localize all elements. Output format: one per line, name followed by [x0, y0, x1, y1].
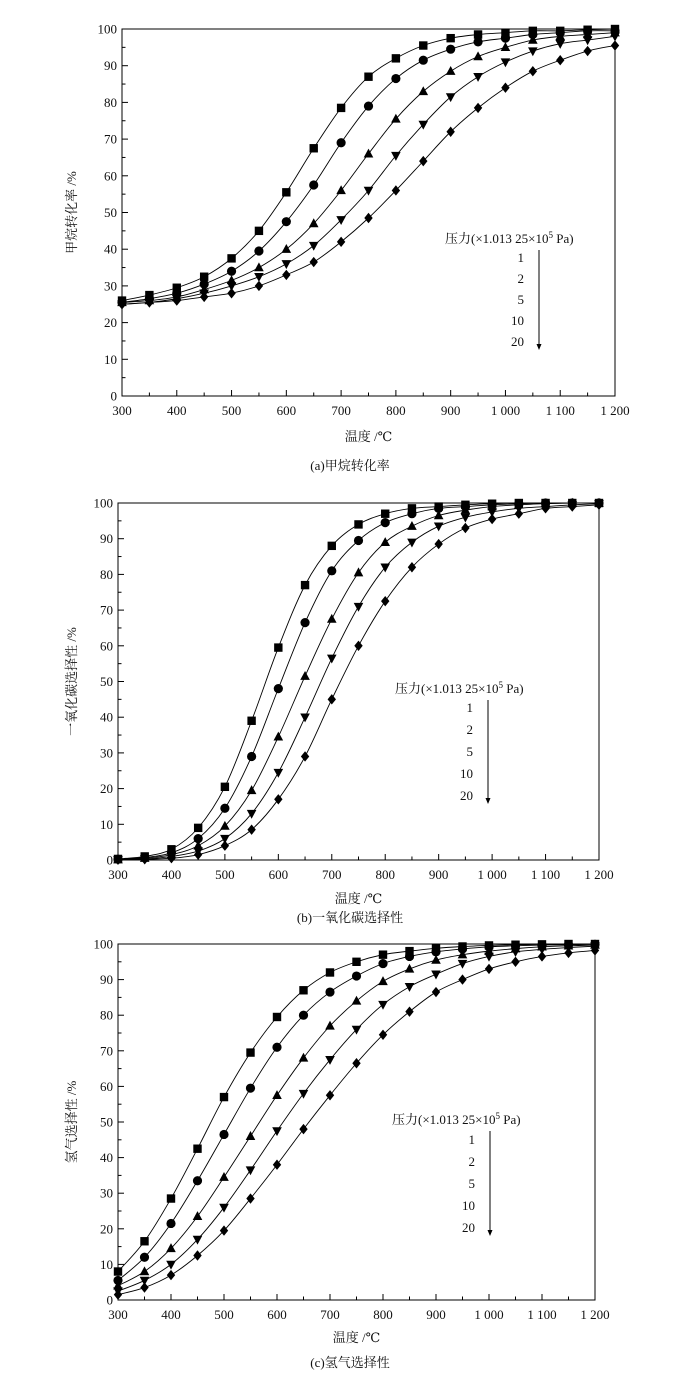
- legend-title-main: 压力(×1.013 25×10: [395, 681, 499, 696]
- y-tick-label: 40: [100, 709, 113, 725]
- data-point-triangle-up: [272, 1090, 282, 1099]
- data-point-square: [328, 542, 336, 550]
- data-point-triangle-down: [166, 1261, 176, 1270]
- series-4: [113, 500, 604, 865]
- series-line: [118, 944, 595, 1272]
- data-point-triangle-down: [274, 769, 284, 778]
- data-point-circle: [378, 959, 387, 968]
- data-point-circle: [247, 752, 256, 761]
- data-point-square: [446, 34, 454, 42]
- series-1: [118, 25, 619, 305]
- data-point-diamond: [328, 694, 336, 704]
- data-point-circle: [282, 217, 291, 226]
- plot-frame: [118, 503, 599, 860]
- legend-entry: 5: [468, 1176, 475, 1191]
- data-point-circle: [473, 37, 482, 46]
- data-point-square: [381, 510, 389, 518]
- data-point-square: [299, 986, 307, 994]
- legend-entry: 1: [468, 1132, 475, 1147]
- x-tick-label: 1 200: [584, 867, 614, 882]
- x-tick-label: 1 000: [474, 1307, 504, 1322]
- y-tick-label: 0: [106, 1292, 113, 1308]
- data-point-square: [247, 717, 255, 725]
- data-point-diamond: [114, 1289, 122, 1299]
- data-point-diamond: [379, 1030, 387, 1040]
- data-point-triangle-down: [282, 260, 292, 269]
- data-point-triangle-up: [473, 51, 483, 60]
- legend-title-unit: Pa): [503, 681, 524, 696]
- data-point-square: [227, 254, 235, 262]
- data-point-diamond: [405, 1006, 413, 1016]
- data-point-triangle-down: [354, 603, 364, 612]
- x-tick-label: 300: [108, 1307, 128, 1322]
- panel-caption: (c)氢气选择性: [310, 1355, 390, 1370]
- data-point-circle: [140, 1253, 149, 1262]
- y-tick-label: 50: [100, 674, 113, 689]
- series-2: [113, 498, 603, 863]
- data-point-square: [193, 1145, 201, 1153]
- data-point-triangle-up: [352, 996, 362, 1005]
- x-tick-label: 600: [276, 403, 297, 418]
- data-point-triangle-up: [378, 976, 388, 985]
- data-point-diamond: [221, 841, 229, 851]
- data-point-diamond: [301, 751, 309, 761]
- series-line: [122, 46, 615, 305]
- y-tick-label: 90: [100, 531, 113, 547]
- data-point-square: [364, 73, 372, 81]
- y-tick-label: 60: [100, 638, 113, 654]
- y-tick-label: 70: [104, 131, 117, 147]
- data-point-circle: [354, 536, 363, 545]
- series-2: [117, 26, 619, 307]
- legend-entry: 10: [511, 313, 524, 328]
- data-point-diamond: [354, 641, 362, 651]
- y-axis-label: 一氧化碳选择性 /%: [64, 627, 79, 736]
- data-point-circle: [446, 45, 455, 54]
- legend-entry: 2: [517, 271, 524, 286]
- data-point-triangle-up: [380, 537, 390, 546]
- data-point-diamond: [485, 964, 493, 974]
- y-tick-label: 50: [100, 1114, 113, 1130]
- data-point-diamond: [488, 514, 496, 524]
- y-tick-label: 80: [104, 94, 117, 110]
- y-tick-label: 60: [100, 1078, 113, 1094]
- data-point-triangle-down: [431, 971, 441, 980]
- x-tick-label: 300: [112, 403, 132, 418]
- data-point-triangle-up: [407, 521, 417, 530]
- data-point-circle: [227, 267, 236, 276]
- data-point-triangle-up: [140, 1266, 150, 1275]
- data-point-square: [274, 643, 282, 651]
- series-line: [118, 503, 599, 859]
- data-point-diamond: [310, 257, 318, 267]
- x-tick-label: 900: [440, 403, 461, 418]
- y-tick-label: 70: [100, 602, 113, 618]
- series-2: [113, 940, 599, 1285]
- data-point-triangle-up: [446, 66, 456, 75]
- data-point-circle: [300, 618, 309, 627]
- data-point-circle: [220, 804, 229, 813]
- chart-panel-2: [64, 496, 614, 926]
- series-3: [117, 27, 620, 306]
- x-axis-label: 温度 /℃: [344, 429, 393, 444]
- x-tick-label: 700: [331, 403, 351, 418]
- legend-entry: 2: [468, 1154, 475, 1169]
- data-point-circle: [337, 138, 346, 147]
- series-1: [114, 499, 603, 863]
- data-point-square: [282, 188, 290, 196]
- data-point-circle: [219, 1130, 228, 1139]
- y-tick-label: 100: [97, 21, 117, 37]
- data-point-triangle-down: [327, 655, 337, 664]
- y-axis-label: 氢气选择性 /%: [64, 1080, 79, 1164]
- data-point-diamond: [583, 46, 591, 56]
- data-point-diamond: [538, 951, 546, 961]
- data-point-square: [255, 227, 263, 235]
- legend-title-exponent: 5: [495, 1111, 500, 1121]
- legend-title-exponent: 5: [548, 230, 553, 240]
- legend-entry: 5: [517, 292, 524, 307]
- data-point-triangle-down: [309, 242, 319, 251]
- data-point-triangle-down: [405, 983, 415, 992]
- data-point-diamond: [515, 509, 523, 519]
- data-point-triangle-down: [473, 73, 483, 82]
- y-tick-label: 30: [104, 278, 117, 294]
- data-point-square: [140, 1237, 148, 1245]
- data-point-diamond: [337, 237, 345, 247]
- data-point-circle: [299, 1011, 308, 1020]
- x-axis-label: 温度 /℃: [332, 1330, 381, 1345]
- data-point-diamond: [282, 270, 290, 280]
- x-tick-label: 400: [167, 403, 187, 418]
- series-line: [118, 503, 599, 860]
- y-tick-label: 30: [100, 745, 113, 761]
- data-point-diamond: [529, 66, 537, 76]
- data-point-diamond: [167, 1270, 175, 1280]
- y-tick-label: 50: [104, 205, 117, 220]
- data-point-diamond: [364, 213, 372, 223]
- series-4: [113, 942, 600, 1296]
- data-point-triangle-up: [219, 1172, 229, 1181]
- data-point-triangle-up: [327, 614, 337, 623]
- data-point-triangle-up: [418, 86, 428, 95]
- data-point-circle: [419, 56, 428, 65]
- x-tick-label: 1 100: [545, 403, 575, 418]
- data-point-diamond: [461, 523, 469, 533]
- y-tick-label: 90: [104, 58, 117, 74]
- data-point-triangle-up: [274, 732, 284, 741]
- chart-panel-3: [64, 937, 610, 1371]
- plot-frame: [122, 29, 615, 396]
- data-point-circle: [391, 74, 400, 83]
- data-point-square: [337, 104, 345, 112]
- series-line: [122, 31, 615, 303]
- data-point-diamond: [611, 40, 619, 50]
- legend-entry: 5: [466, 744, 473, 759]
- data-point-diamond: [194, 849, 202, 859]
- data-point-circle: [405, 952, 414, 961]
- data-point-circle: [272, 1043, 281, 1052]
- x-tick-label: 900: [426, 1307, 446, 1322]
- data-point-diamond: [227, 288, 235, 298]
- data-point-diamond: [511, 957, 519, 967]
- y-tick-label: 80: [100, 1007, 113, 1023]
- y-tick-label: 20: [104, 315, 117, 331]
- panel-caption: (b)一氧化碳选择性: [296, 910, 404, 925]
- legend-title-main: 压力(×1.013 25×10: [445, 231, 549, 246]
- legend-entry: 10: [460, 766, 473, 781]
- data-point-diamond: [556, 55, 564, 65]
- y-tick-label: 0: [110, 388, 117, 404]
- x-tick-label: 400: [161, 1307, 181, 1322]
- y-tick-label: 10: [100, 816, 113, 832]
- data-point-square: [273, 1013, 281, 1021]
- legend-arrow-head: [488, 1230, 493, 1236]
- series-line: [118, 505, 599, 860]
- y-tick-label: 90: [100, 972, 113, 988]
- legend: [392, 1111, 521, 1236]
- data-point-square: [301, 581, 309, 589]
- x-tick-label: 1 100: [527, 1307, 557, 1322]
- x-tick-label: 1 200: [600, 403, 630, 418]
- y-tick-label: 30: [100, 1185, 113, 1201]
- series-line: [118, 944, 595, 1280]
- data-point-circle: [274, 684, 283, 693]
- x-tick-label: 800: [373, 1307, 393, 1322]
- legend-title-main: 压力(×1.013 25×10: [392, 1112, 496, 1127]
- panel-caption: (a)甲烷转化率: [310, 458, 390, 473]
- x-tick-label: 400: [161, 867, 182, 882]
- y-tick-label: 10: [104, 351, 117, 367]
- y-tick-label: 100: [93, 495, 113, 511]
- data-point-square: [194, 824, 202, 832]
- legend: [395, 680, 524, 804]
- x-tick-label: 700: [322, 867, 342, 882]
- legend-entry: 1: [517, 250, 524, 265]
- data-point-triangle-up: [254, 262, 264, 271]
- series-line: [118, 504, 599, 860]
- legend-title-exponent: 5: [498, 680, 503, 690]
- data-point-circle: [327, 566, 336, 575]
- data-point-triangle-down: [300, 714, 310, 723]
- data-point-circle: [254, 246, 263, 255]
- series-line: [122, 29, 615, 301]
- data-point-circle: [309, 180, 318, 189]
- y-tick-label: 60: [104, 168, 117, 184]
- x-tick-label: 1 100: [530, 867, 561, 882]
- legend-entry: 1: [466, 700, 473, 715]
- legend-title-unit: Pa): [500, 1112, 521, 1127]
- data-point-circle: [352, 971, 361, 980]
- legend-title-unit: Pa): [553, 231, 574, 246]
- series-3: [113, 940, 600, 1290]
- data-point-triangle-down: [434, 523, 444, 532]
- data-point-triangle-down: [501, 58, 511, 67]
- data-point-circle: [364, 101, 373, 110]
- series-5: [114, 500, 603, 865]
- data-point-circle: [166, 1219, 175, 1228]
- y-tick-label: 20: [100, 781, 113, 797]
- data-point-triangle-down: [446, 93, 456, 102]
- data-point-square: [246, 1048, 254, 1056]
- data-point-diamond: [140, 1282, 148, 1292]
- x-tick-label: 300: [108, 867, 128, 882]
- data-point-square: [379, 950, 387, 958]
- x-axis-label: 温度 /℃: [334, 891, 383, 906]
- data-point-circle: [193, 1176, 202, 1185]
- data-point-square: [419, 41, 427, 49]
- y-tick-label: 40: [100, 1150, 113, 1166]
- series-1: [114, 940, 599, 1276]
- y-tick-label: 80: [100, 566, 113, 582]
- legend-entry: 20: [511, 334, 524, 349]
- data-point-triangle-down: [254, 273, 264, 282]
- x-tick-label: 900: [428, 867, 449, 882]
- data-point-square: [221, 783, 229, 791]
- chart-panel-1: [64, 22, 630, 474]
- data-point-triangle-down: [246, 1166, 256, 1175]
- legend-title: [395, 680, 524, 696]
- x-tick-label: 500: [214, 1307, 234, 1322]
- data-point-square: [220, 1093, 228, 1101]
- legend-title: [392, 1111, 521, 1127]
- legend-entry: 20: [462, 1220, 475, 1235]
- legend-arrow-head: [537, 344, 542, 350]
- data-point-square: [354, 520, 362, 528]
- data-point-triangle-up: [405, 964, 415, 973]
- data-point-triangle-down: [407, 539, 417, 548]
- y-tick-label: 70: [100, 1043, 113, 1059]
- y-axis-label: 甲烷转化率 /%: [64, 171, 79, 254]
- x-tick-label: 600: [267, 1307, 287, 1322]
- x-tick-label: 500: [221, 403, 242, 418]
- data-point-triangle-down: [378, 1001, 388, 1010]
- data-point-triangle-up: [282, 244, 292, 253]
- data-point-square: [392, 54, 400, 62]
- legend-title: [445, 230, 574, 246]
- data-point-diamond: [474, 103, 482, 113]
- x-tick-label: 600: [268, 867, 289, 882]
- x-tick-label: 1 000: [490, 403, 521, 418]
- legend-entry: 10: [462, 1198, 475, 1213]
- data-point-diamond: [193, 1250, 201, 1260]
- y-tick-label: 10: [100, 1256, 113, 1272]
- x-tick-label: 1 200: [580, 1307, 610, 1322]
- data-point-triangle-up: [247, 785, 257, 794]
- x-tick-label: 1 000: [477, 867, 507, 882]
- x-tick-label: 700: [320, 1307, 340, 1322]
- data-point-diamond: [247, 824, 255, 834]
- data-point-circle: [501, 34, 510, 43]
- legend-entry: 2: [466, 722, 473, 737]
- data-point-triangle-up: [354, 567, 364, 576]
- y-tick-label: 100: [93, 936, 113, 952]
- data-point-square: [352, 958, 360, 966]
- legend-arrow-head: [486, 798, 491, 804]
- x-tick-label: 500: [215, 867, 235, 882]
- data-point-triangle-down: [272, 1127, 282, 1136]
- y-tick-label: 20: [100, 1221, 113, 1237]
- data-point-diamond: [458, 974, 466, 984]
- data-point-diamond: [255, 281, 263, 291]
- data-point-triangle-up: [300, 671, 310, 680]
- data-point-diamond: [432, 987, 440, 997]
- x-tick-label: 800: [375, 867, 395, 882]
- series-line: [118, 503, 599, 859]
- data-point-square: [326, 968, 334, 976]
- data-point-triangle-up: [246, 1131, 256, 1140]
- data-point-circle: [325, 987, 334, 996]
- data-point-diamond: [501, 83, 509, 93]
- data-point-circle: [381, 518, 390, 527]
- x-tick-label: 800: [386, 403, 406, 418]
- y-tick-label: 0: [106, 852, 113, 868]
- legend: [445, 230, 574, 350]
- data-point-circle: [246, 1084, 255, 1093]
- data-point-square: [114, 1267, 122, 1275]
- data-point-circle: [407, 509, 416, 518]
- legend-entry: 20: [460, 788, 473, 803]
- data-point-square: [310, 144, 318, 152]
- data-point-square: [167, 1194, 175, 1202]
- series-3: [113, 498, 604, 864]
- data-point-diamond: [446, 127, 454, 137]
- data-point-diamond: [434, 539, 442, 549]
- y-tick-label: 40: [104, 241, 117, 257]
